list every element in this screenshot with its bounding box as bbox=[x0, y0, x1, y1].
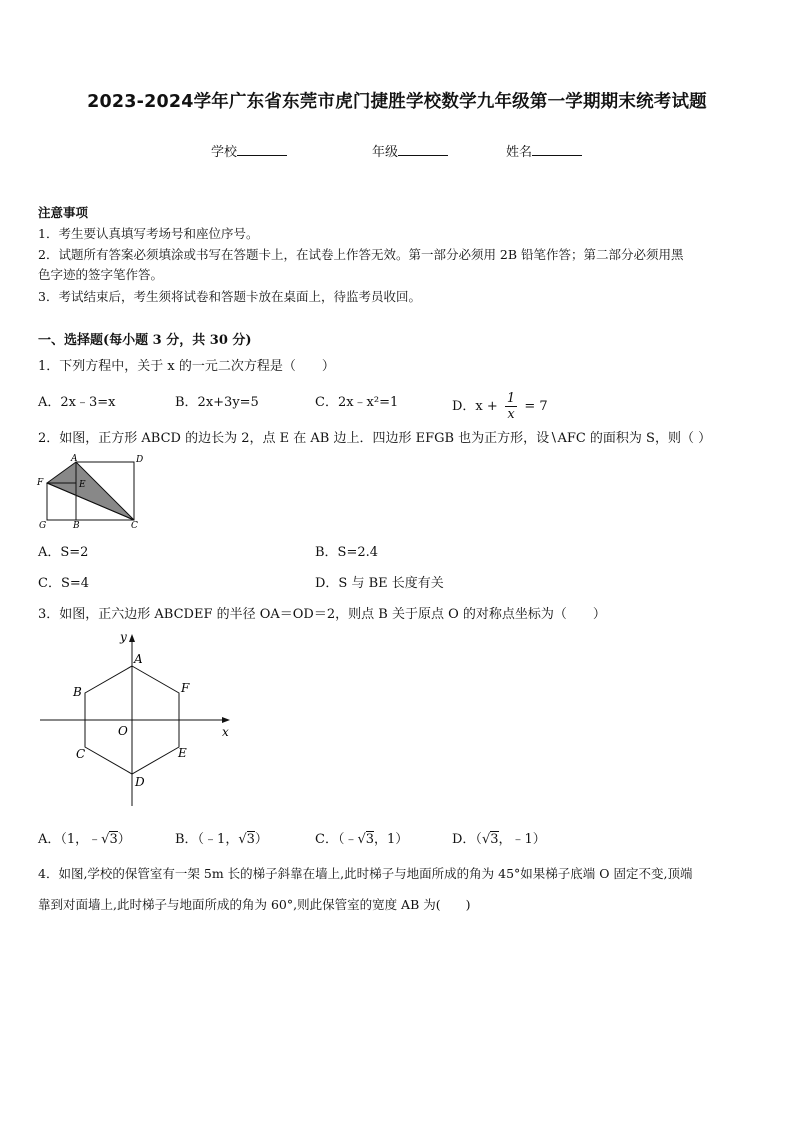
note-1: 1．考生要认真填写考场号和座位序号。 bbox=[38, 226, 259, 241]
q1-option-b[interactable]: B．2x+3y=5 bbox=[175, 395, 259, 410]
sqrt-icon: √ bbox=[481, 832, 491, 847]
q3-label-b: B bbox=[73, 685, 82, 699]
q3-label-y: y bbox=[120, 630, 127, 644]
q2-shaded-triangle bbox=[47, 462, 134, 520]
q3-option-c[interactable] bbox=[315, 828, 408, 847]
q3-option-a-rad: 3 bbox=[109, 832, 118, 847]
school-label: 学校 bbox=[211, 145, 238, 160]
q3-label-x: x bbox=[222, 725, 229, 739]
q2-figure bbox=[34, 452, 146, 532]
q2-label-g: G bbox=[39, 521, 47, 531]
q3-option-d-pre: D．（ bbox=[452, 832, 482, 847]
q2-stem: 2．如图，正方形 ABCD 的边长为 2，点 E 在 AB 边上．四边形 EFGB 也为正方形，设∖AFC 的面积为 S，则（ ） bbox=[38, 431, 712, 446]
q4-stem-line2: 靠到对面墙上,此时梯子与地面所成的角为 60°,则此保管室的宽度 AB 为( ) bbox=[38, 897, 471, 912]
sqrt-icon: √ bbox=[238, 832, 247, 847]
q2-option-b[interactable]: B．S=2.4 bbox=[315, 545, 379, 560]
q3-x-arrow bbox=[222, 717, 230, 723]
q1-stem: 1．下列方程中，关于 x 的一元二次方程是（ ） bbox=[38, 359, 335, 374]
q3-label-o: O bbox=[118, 724, 128, 738]
grade-label: 年级 bbox=[372, 145, 399, 160]
q1-option-c[interactable]: C．2x﹣x²=1 bbox=[315, 395, 399, 410]
q3-stem: 3．如图，正六边形 ABCDEF 的半径 OA＝OD＝2，则点 B 关于原点 O 的对称点坐标为（ ） bbox=[38, 607, 606, 622]
q3-label-c: C bbox=[76, 747, 86, 761]
q2-label-b: B bbox=[73, 521, 80, 531]
note-2-cont: 色字迹的签字笔作答。 bbox=[38, 267, 164, 282]
q3-label-d: D bbox=[135, 775, 145, 789]
q3-option-d-post: ，﹣1） bbox=[498, 832, 546, 847]
q3-option-b-post: ） bbox=[254, 832, 268, 847]
q3-option-b[interactable] bbox=[175, 828, 268, 847]
school-field[interactable] bbox=[211, 141, 287, 160]
q3-figure bbox=[36, 628, 236, 810]
q2-label-f: F bbox=[37, 478, 44, 488]
q2-option-a[interactable]: A．S=2 bbox=[38, 545, 89, 560]
q3-option-d[interactable] bbox=[452, 828, 546, 847]
grade-field[interactable] bbox=[372, 141, 448, 160]
q3-option-a-pre: A．（1，﹣ bbox=[38, 832, 102, 847]
q1-option-d[interactable] bbox=[452, 391, 548, 422]
q3-option-b-pre: B．（﹣1， bbox=[175, 832, 239, 847]
name-field[interactable] bbox=[506, 141, 582, 160]
section-heading: 一、选择题(每小题 3 分，共 30 分) bbox=[38, 333, 252, 348]
q3-option-a[interactable] bbox=[38, 828, 131, 847]
q1-option-d-text: D．x + bbox=[452, 399, 498, 414]
name-blank bbox=[532, 143, 582, 156]
q2-option-c[interactable]: C．S=4 bbox=[38, 576, 90, 591]
q3-option-d-rad: 3 bbox=[490, 832, 499, 847]
q1-fraction-tail: = 7 bbox=[524, 399, 548, 414]
q1-fraction-num: 1 bbox=[506, 391, 516, 406]
q4-stem-line1: 4．如图,学校的保管室有一架 5m 长的梯子斜靠在墙上,此时梯子与地面所成的角为 45°如果梯子底端 O 固定不变,顶端 bbox=[38, 866, 693, 881]
q2-label-a: A bbox=[71, 454, 78, 464]
sqrt-icon: √ bbox=[101, 832, 110, 847]
q2-option-d[interactable]: D．S 与 BE 长度有关 bbox=[315, 576, 444, 591]
q1-fraction bbox=[505, 391, 517, 422]
q3-option-c-pre: C．（﹣ bbox=[315, 832, 358, 847]
school-blank bbox=[237, 143, 287, 156]
q3-option-a-post: ） bbox=[117, 832, 131, 847]
grade-blank bbox=[398, 143, 448, 156]
q3-label-e: E bbox=[178, 746, 187, 760]
page-title: 2023-2024学年广东省东莞市虎门捷胜学校数学九年级第一学期期末统考试题 bbox=[87, 92, 707, 112]
sqrt-icon: √ bbox=[357, 832, 366, 847]
q2-label-e: E bbox=[79, 480, 86, 490]
q2-label-c: C bbox=[131, 521, 138, 531]
q1-option-a[interactable]: A．2x﹣3=x bbox=[38, 395, 116, 410]
q3-option-b-rad: 3 bbox=[246, 832, 255, 847]
q3-label-f: F bbox=[181, 681, 190, 695]
notes-heading: 注意事项 bbox=[38, 205, 89, 220]
q3-option-c-rad: 3 bbox=[365, 832, 375, 847]
note-2: 2．试题所有答案必须填涂或书写在答题卡上，在试卷上作答无效。第一部分必须用 2B 铅笔作答；第二部分必须用黑 bbox=[38, 247, 684, 262]
q1-fraction-den: x bbox=[507, 407, 515, 422]
name-label: 姓名 bbox=[506, 145, 533, 160]
q3-y-arrow bbox=[129, 634, 135, 642]
q3-label-a: A bbox=[134, 652, 143, 666]
q2-label-d: D bbox=[136, 455, 144, 465]
note-3: 3．考试结束后，考生须将试卷和答题卡放在桌面上，待监考员收回。 bbox=[38, 289, 421, 304]
q3-option-c-post: ，1） bbox=[374, 832, 409, 847]
